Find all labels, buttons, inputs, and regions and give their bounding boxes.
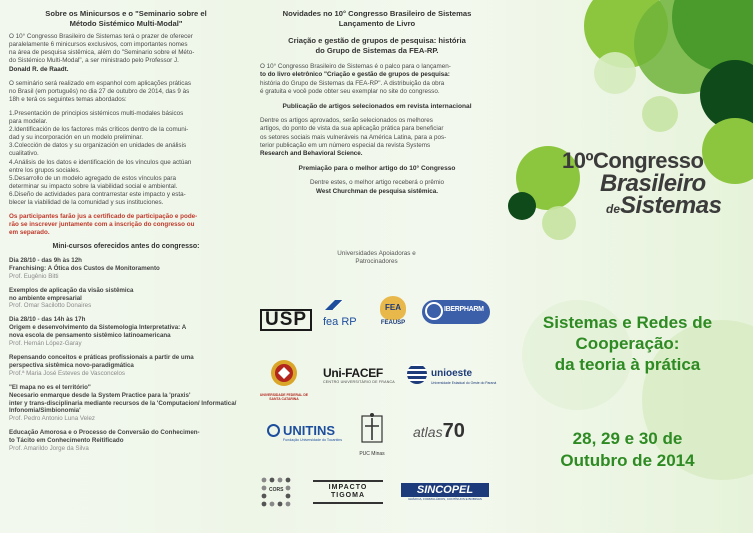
- logo-text: fea RP: [323, 316, 357, 328]
- publication-heading: Publicação de artigos selecionados em revista internacional: [282, 102, 472, 110]
- puc-minas-logo: [355, 412, 389, 457]
- text-line: West Churchman de pesquisa sistêmica.: [315, 187, 438, 195]
- topic-line: 2.Identificación de los factores más críticos dentro de la comuni-: [9, 126, 189, 134]
- course-item: [9, 354, 243, 378]
- certificate-note: [9, 213, 243, 237]
- logo-subtext: GRÁFICA, FORMULÁRIOS, CONTÍNUOS E BOBINAS: [408, 497, 482, 501]
- text-line: terior publicação em um número especial da revista Systems: [260, 141, 431, 149]
- puc-crest-icon: [359, 412, 385, 446]
- heading-line: Método Sistémico Multi-Modal": [69, 18, 183, 28]
- logo-text: unioeste: [431, 368, 473, 379]
- sponsors-label: [251, 250, 502, 266]
- course-item: [9, 257, 243, 281]
- course-title: Educação Amorosa e o Processo de Conversão do Conhecimen-: [9, 429, 200, 437]
- text-line: os setores sociais mais vulneráveis na América Latina, para a pos-: [260, 133, 447, 141]
- text-line: to do livro eletrônico "Criação e gestão de grupos de pesquisa:: [260, 71, 450, 79]
- logo-subtext: Fundação Universidade do Tocantins: [283, 438, 343, 442]
- logo-title-line: Sistemas: [620, 192, 722, 219]
- course-title: Franchising: A Ótica dos Custos de Monitoramento: [9, 264, 160, 272]
- course-professor: Prof. Hernán López-Garay: [9, 340, 82, 348]
- divider: [313, 502, 383, 504]
- logo-title-line: 10ºCongresso: [562, 148, 704, 173]
- topic-line: 1.Presentación de principios sistémicos multi-modales básicos: [9, 109, 184, 117]
- text-line: Dentre estes, o melhor artigo receberá o prêmio: [309, 179, 445, 187]
- topic-line: para modelar.: [9, 118, 48, 126]
- text-line: do Sistémico Multi-Modal", a ser ministrado pelo Professor J.: [9, 57, 179, 65]
- course-item: [9, 316, 243, 348]
- course-title: Origem e desenvolvimento da Sistemologia Interpretativa: A: [9, 324, 187, 332]
- heading-line: Lançamento de Livro: [338, 18, 416, 28]
- logo-text: SINCOPEL: [401, 483, 489, 497]
- text-line: artigos, do ponto de vista da sua aplicação prática para beneficiar: [260, 125, 444, 133]
- ufsc-logo: [257, 358, 311, 401]
- text-line: O 10° Congresso Brasileiro de Sistemas é o palco para o lançamen-: [260, 63, 451, 71]
- fearp-logo: [323, 298, 357, 328]
- logo-text: UNITINS: [283, 423, 335, 438]
- topic-line: cualitativo.: [9, 150, 39, 158]
- heading-line: Sobre os Minicursos e o "Seminario sobre el: [45, 9, 207, 18]
- course-title: to Tácito em Conhecimento Reitificado: [9, 437, 124, 445]
- unitins-mark-icon: [267, 424, 280, 437]
- text-line: Donald R. de Raadt.: [9, 65, 69, 73]
- topic-line: 4.Análisis de los datos e identificación de los vínculos que actúan: [9, 158, 192, 166]
- text-line: Dentre os artigos aprovados, serão selecionados os melhores: [260, 117, 433, 125]
- fearp-mark-icon: [323, 298, 345, 312]
- novidades-heading: [260, 9, 494, 28]
- book-title: [260, 36, 494, 55]
- text-line: Patrocinadores: [355, 258, 398, 266]
- theme-line: da teoria à prática: [554, 355, 701, 374]
- cors-logo: [260, 476, 292, 513]
- course-item: [9, 287, 243, 311]
- theme-line: Cooperação:: [575, 334, 680, 353]
- date-line: Outubro de 2014: [560, 451, 695, 470]
- theme-line: Sistemas e Redes de: [542, 313, 713, 332]
- course-professor: Prof. Eugênio Bitti: [9, 272, 59, 280]
- topic-line: 5.Desarrollo de un modelo agregado de estos vínculos para: [9, 174, 176, 182]
- logo-text: IBERPHARM: [444, 306, 484, 313]
- fea-shield-icon: FEA: [380, 296, 406, 320]
- text-line: história do Grupo de Sistemas da FEA-RP". A distribuição da obra: [260, 79, 445, 87]
- date-line: 28, 29 e 30 de: [572, 429, 683, 448]
- sponsors-area: [251, 240, 502, 533]
- course-date: Dia 28/10 - das 14h às 17h: [9, 316, 86, 324]
- course-title: no ambiente empresarial: [9, 294, 82, 302]
- logo-title-de: de: [606, 202, 621, 216]
- text-line: O 10° Congresso Brasileiro de Sistemas terá o prazer de oferecer: [9, 33, 193, 41]
- topic-line: 3.Colección de datos y su organización en unidades de análisis: [9, 142, 187, 150]
- logo-text: Uni-FACEF: [323, 366, 383, 380]
- unifacef-logo: [323, 366, 395, 384]
- course-title: Necesario enmarque desde la System Practice para la 'praxis': [9, 391, 191, 399]
- heading-line: do Grupo de Sistemas da FEA-RP.: [315, 45, 439, 55]
- topic-line: dad y su incorporación en un modelo preliminar.: [9, 134, 144, 142]
- text-line: 18h e terá os seguintes temas abordados:: [9, 95, 127, 103]
- logo-subtext: CENTRO UNIVERSITÁRIO DE FRANCA: [323, 380, 395, 384]
- congress-logo: [562, 148, 752, 220]
- publication-paragraph: [260, 117, 494, 157]
- logo-number: 70: [442, 420, 465, 442]
- seminar-paragraph: [9, 80, 243, 104]
- topic-line: blecer la viabilidad de la comunidad y sus instituciones.: [9, 198, 164, 206]
- atlas-logo: [413, 420, 465, 443]
- logo-text: PUC Minas: [359, 451, 385, 457]
- text-line: em separado.: [9, 229, 50, 237]
- text-line: rão se inscrever juntamente com a inscrição do congresso ou: [9, 221, 195, 229]
- topic-line: 6.Diseño de actividades para contrarrestar este impacto y esta-: [9, 190, 186, 198]
- logo-text: atlas: [413, 424, 443, 440]
- decor-circle: [508, 192, 536, 220]
- course-title: Exemplos de aplicação da visão sistêmica: [9, 286, 134, 294]
- award-heading: Premiação para o melhor artigo do 10° Congresso: [298, 164, 456, 172]
- text-line: O seminário será realizado em espanhol com aplicações práticas: [9, 79, 191, 87]
- decor-circle: [594, 52, 636, 94]
- feausp-logo: [379, 296, 407, 326]
- topic-line: determinar su impacto sobre la viabilidad social e ambiental.: [9, 182, 178, 190]
- logo-text: USP: [260, 309, 312, 331]
- logo-text: UNIVERSIDADE FEDERAL DE SANTA CATARINA: [259, 393, 309, 401]
- iberpharm-logo: [422, 300, 490, 324]
- sincopel-logo: [401, 483, 489, 501]
- topics-list: [9, 110, 243, 207]
- heading-line: Novidades no 10° Congresso Brasileiro de Sistemas: [282, 9, 472, 18]
- course-title: inter y trans-disciplinaria mediante recursos de la 'Computacion/ Informatica/ Infonomia/Simbionomia': [9, 399, 237, 415]
- logo-text: FEAUSP: [380, 320, 406, 326]
- heading-line: Criação e gestão de grupos de pesquisa: história: [288, 36, 466, 46]
- theme-title: [502, 312, 753, 375]
- course-professor: Prof.ª Maria José Esteves de Vasconcelos: [9, 369, 126, 377]
- usp-logo: [260, 309, 312, 331]
- intro-paragraph: [9, 33, 243, 73]
- text-line: paralelamente 6 minicursos exclusivos, com importantes nomes: [9, 41, 188, 49]
- cover-panel: [502, 0, 753, 533]
- book-paragraph: [260, 63, 494, 95]
- course-item: [9, 384, 243, 424]
- logo-text: IMPACTO TIGOMA: [328, 484, 368, 499]
- unitins-logo: [267, 423, 342, 442]
- ufsc-crest-icon: [269, 358, 299, 388]
- text-line: Os participantes farão jus a certificado de participação e pode-: [9, 213, 198, 221]
- text-line: Universidades Apoiadoras e: [337, 250, 416, 257]
- text-line: na área de pesquisa sistêmica, além do "Seminario sobre el Méto-: [9, 49, 195, 57]
- text-line: Research and Behavioral Science.: [260, 149, 363, 157]
- decor-circle: [642, 96, 678, 132]
- impacto-logo: [313, 480, 383, 504]
- course-professor: Prof. Amarildo Jorge da Silva: [9, 445, 89, 453]
- text-line: é gratuita e você pode obter seu exemplar no site do congresso.: [260, 87, 440, 95]
- logo-subtext: Universidade Estadual do Oeste do Paraná: [431, 381, 497, 385]
- text-line: no Brasil (em português) no dia 27 de outubro de 2014, das 9 às: [9, 87, 190, 95]
- topic-line: entre los grupos sociales.: [9, 166, 81, 174]
- courses-heading: Mini-cursos oferecidos antes do congresso:: [52, 243, 200, 251]
- award-paragraph: [260, 179, 494, 195]
- unioeste-mark-icon: [407, 364, 427, 384]
- iberpharm-ring-icon: [425, 302, 443, 320]
- event-dates: [502, 428, 753, 472]
- course-professor: Prof. Pedro Antonio Luna Velez: [9, 415, 95, 423]
- course-title: Repensando conceitos e práticas profissionais a partir de uma: [9, 354, 194, 361]
- logo-title-line: Brasileiro: [600, 170, 706, 197]
- course-title: "El mapa no es el território": [9, 383, 91, 391]
- course-item: [9, 429, 243, 453]
- course-title: perspectiva sistêmica novo-paradigmática: [9, 361, 134, 369]
- logo-text: CORS: [269, 487, 284, 493]
- divider: [313, 480, 383, 482]
- left-panel: [0, 0, 251, 533]
- minicursos-heading: [9, 9, 243, 28]
- course-professor: Prof. Omar Sacilotto Donaires: [9, 302, 92, 310]
- course-date: Dia 28/10 - das 9h às 12h: [9, 256, 82, 264]
- course-title: nova escola de pensamento sistêmico latinoamericana: [9, 332, 171, 340]
